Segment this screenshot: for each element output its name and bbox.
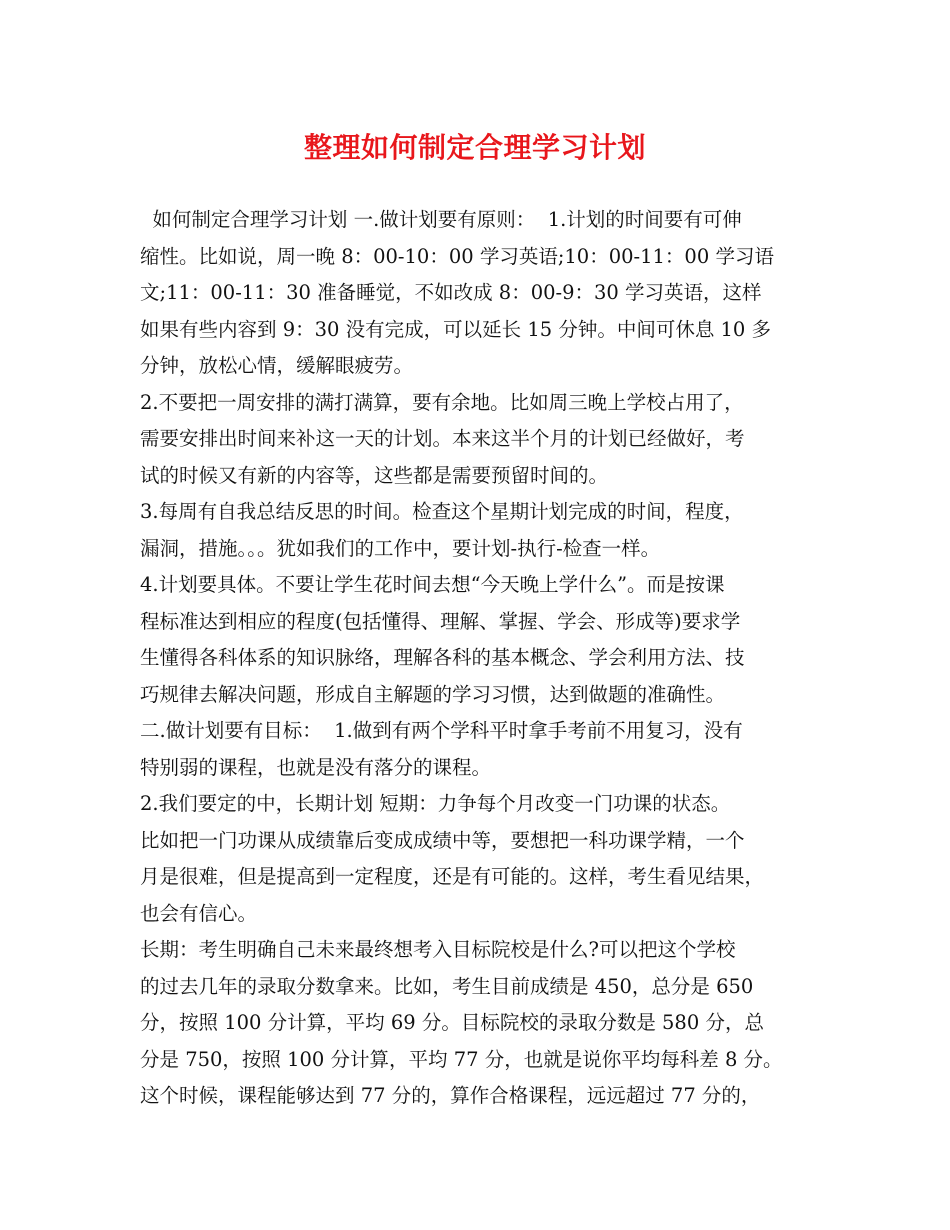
paragraph-line: 2.不要把一周安排的满打满算，要有余地。比如周三晚上学校占用了， bbox=[140, 390, 744, 414]
paragraph-line: 试的时候又有新的内容等，这些都是需要预留时间的。 bbox=[140, 463, 609, 487]
paragraph-line: 4.计划要具体。不要让学生花时间去想“今天晚上学什么”。而是按课 bbox=[140, 573, 725, 596]
paragraph-line: 3.每周有自我总结反思的时间。检查这个星期计划完成的时间，程度， bbox=[140, 500, 744, 523]
paragraph-line: 程标准达到相应的程度(包括懂得、理解、掌握、学会、形成等)要求学 bbox=[140, 609, 741, 633]
paragraph-line: 这个时候，课程能够达到 77 分的，算作合格课程，远远超过 77 分的， bbox=[140, 1084, 761, 1107]
paragraph-line: 的过去几年的录取分数拿来。比如，考生目前成绩是 450，总分是 650 bbox=[140, 974, 754, 998]
document-title: 整理如何制定合理学习计划 bbox=[303, 131, 646, 164]
paragraph-line: 二.做计划要有目标： 1.做到有两个学科平时拿手考前不用复习，没有 bbox=[140, 719, 743, 742]
paragraph-line: 需要安排出时间来补这一天的计划。本来这半个月的计划已经做好，考 bbox=[140, 427, 745, 450]
paragraph-line: 生懂得各科体系的知识脉络，理解各科的基本概念、学会利用方法、技 bbox=[140, 646, 745, 669]
paragraph-line: 分是 750，按照 100 分计算，平均 77 分，也就是说你平均每科差 8 分。 bbox=[140, 1047, 783, 1071]
paragraph-line: 2.我们要定的中，长期计划 短期：力争每个月改变一门功课的状态。 bbox=[140, 792, 731, 815]
paragraph-line: 如何制定合理学习计划 一.做计划要有原则： 1.计划的时间要有可伸 bbox=[140, 208, 742, 231]
document-body bbox=[140, 202, 820, 1115]
paragraph-line: 漏洞，措施。。。犹如我们的工作中，要计划-执行-检查一样。 bbox=[140, 536, 661, 560]
paragraph-line: 分，按照 100 分计算，平均 69 分。目标院校的录取分数是 580 分，总 bbox=[140, 1011, 764, 1034]
paragraph-line: 特别弱的课程，也就是没有落分的课程。 bbox=[140, 755, 492, 779]
paragraph-line: 分钟，放松心情，缓解眼疲劳。 bbox=[140, 354, 414, 377]
paragraph-line: 文;11：00-11：30 准备睡觉，不如改成 8：00-9：30 学习英语，这样 bbox=[140, 281, 762, 304]
paragraph-line: 长期：考生明确自己未来最终想考入目标院校是什么?可以把这个学校 bbox=[140, 938, 736, 961]
paragraph-line: 如果有些内容到 9：30 没有完成，可以延长 15 分钟。中间可休息 10 多 bbox=[140, 317, 772, 341]
paragraph-line: 巧规律去解决问题，形成自主解题的学习习惯，达到做题的准确性。 bbox=[140, 682, 726, 706]
paragraph-line: 缩性。比如说，周一晚 8：00-10：00 学习英语;10：00-11：00 学习语 bbox=[140, 244, 774, 268]
paragraph-line: 月是很难，但是提高到一定程度，还是有可能的。这样，考生看见结果， bbox=[140, 865, 765, 888]
paragraph-line: 也会有信心。 bbox=[140, 901, 258, 925]
paragraph-line: 比如把一门功课从成绩靠后变成成绩中等，要想把一科功课学精，一个 bbox=[140, 828, 745, 852]
